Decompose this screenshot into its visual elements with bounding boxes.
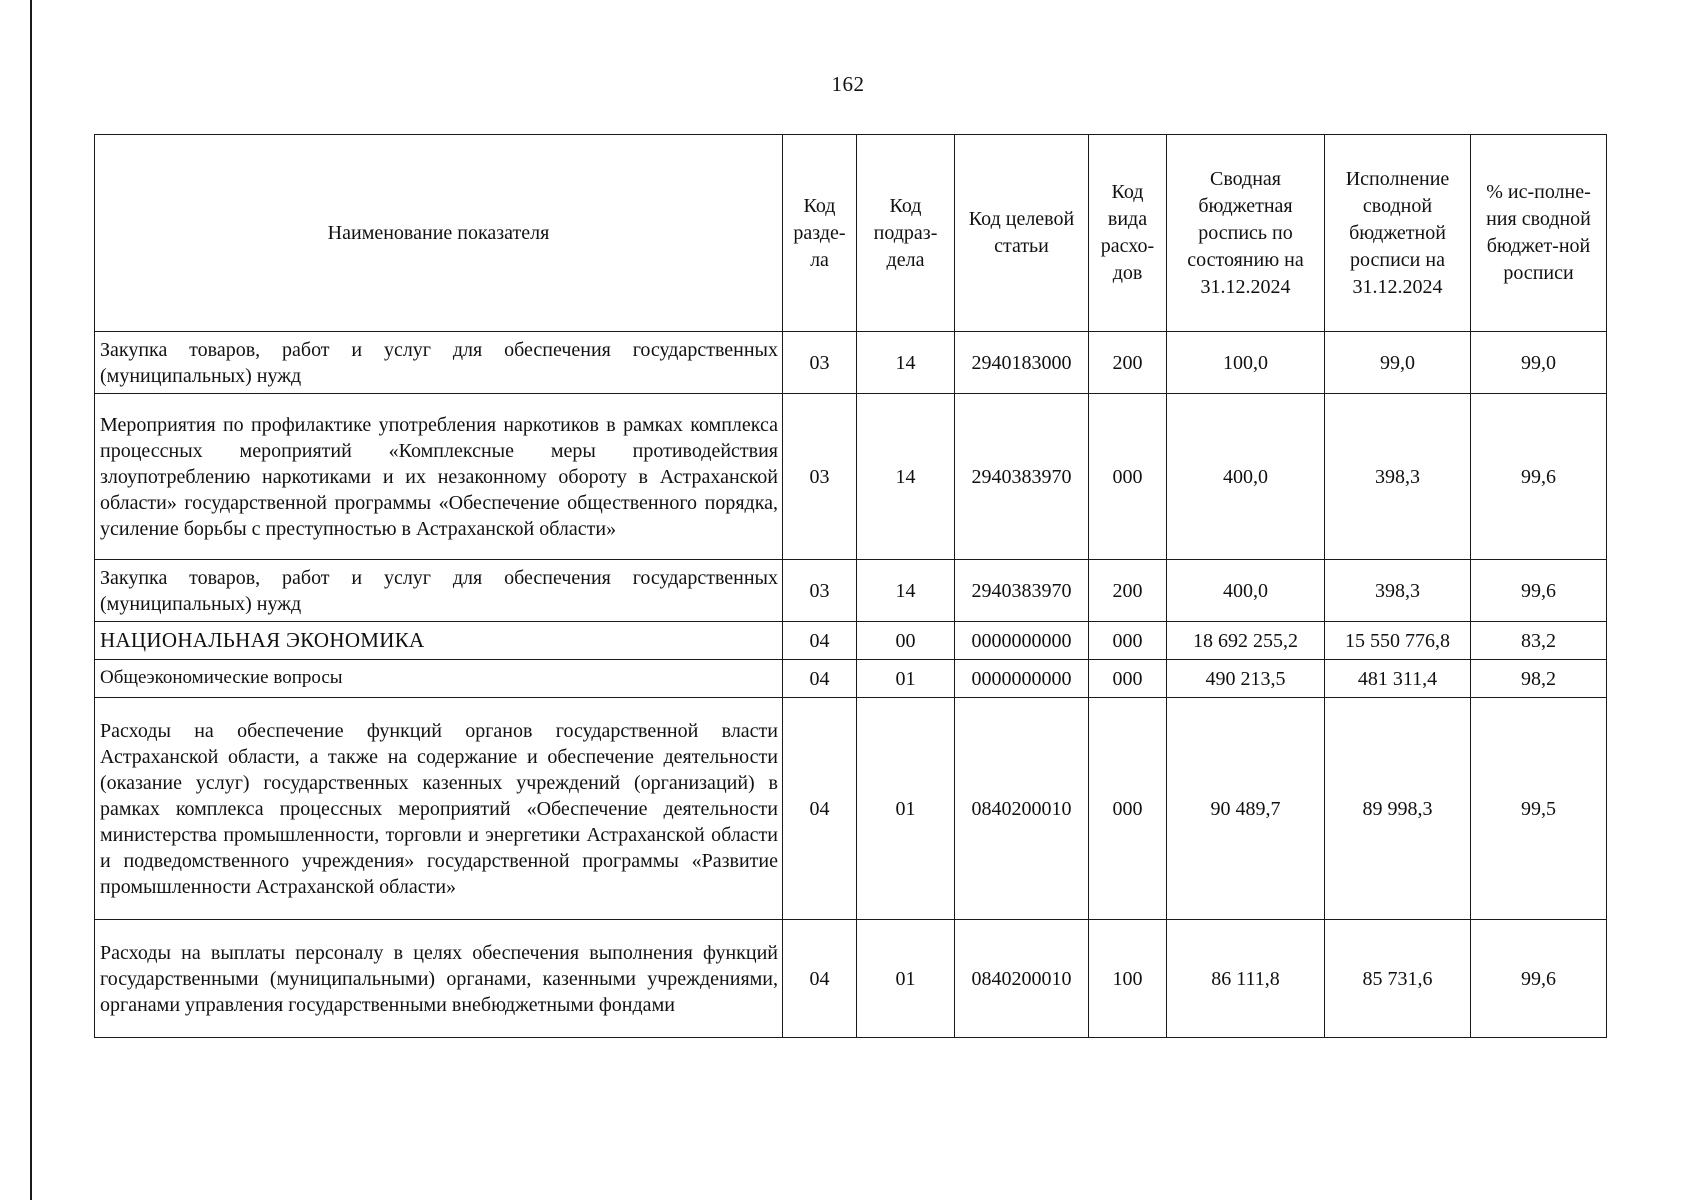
header-executed-budget: Исполнение сводной бюджетной росписи на 31.12.2024 [1325,135,1471,332]
row-target-article-code: 2940383970 [955,394,1089,560]
header-row [95,135,1607,332]
row-indicator-name: Общеэкономические вопросы [95,660,783,698]
row-expense-type-code: 000 [1089,394,1167,560]
row-indicator-name: НАЦИОНАЛЬНАЯ ЭКОНОМИКА [95,622,783,660]
row-execution-percent: 99,5 [1471,698,1607,920]
row-executed-amount: 85 731,6 [1325,920,1471,1038]
header-planned-budget: Сводная бюджетная роспись по состоянию на 31.12.2024 [1167,135,1325,332]
row-section-code: 04 [783,660,857,698]
row-planned-amount: 90 489,7 [1167,698,1325,920]
table-header [95,135,1607,332]
row-section-code: 03 [783,394,857,560]
row-execution-percent: 83,2 [1471,622,1607,660]
row-section-code: 04 [783,622,857,660]
row-execution-percent: 99,6 [1471,920,1607,1038]
header-execution-percent: % ис-полне-ния сводной бюджет-ной росписи [1471,135,1607,332]
row-expense-type-code: 000 [1089,660,1167,698]
row-target-article-code: 0840200010 [955,920,1089,1038]
row-subsection-code: 01 [857,920,955,1038]
row-expense-type-code: 000 [1089,622,1167,660]
row-section-code: 03 [783,560,857,622]
row-executed-amount: 398,3 [1325,560,1471,622]
row-execution-percent: 99,0 [1471,332,1607,394]
row-target-article-code: 2940383970 [955,560,1089,622]
row-target-article-code: 0000000000 [955,660,1089,698]
row-planned-amount: 400,0 [1167,560,1325,622]
row-subsection-code: 01 [857,698,955,920]
row-execution-percent: 99,6 [1471,560,1607,622]
row-planned-amount: 100,0 [1167,332,1325,394]
row-planned-amount: 86 111,8 [1167,920,1325,1038]
row-section-code: 04 [783,920,857,1038]
row-section-code: 03 [783,332,857,394]
row-indicator-name: Закупка товаров, работ и услуг для обеспечения государственных (муниципальных) нужд [95,332,783,394]
header-indicator-name: Наименование показателя [95,135,783,332]
row-subsection-code: 00 [857,622,955,660]
header-target-article-code: Код целевой статьи [955,135,1089,332]
row-subsection-code: 14 [857,332,955,394]
row-expense-type-code: 100 [1089,920,1167,1038]
row-executed-amount: 99,0 [1325,332,1471,394]
row-executed-amount: 481 311,4 [1325,660,1471,698]
row-subsection-code: 01 [857,660,955,698]
row-expense-type-code: 000 [1089,698,1167,920]
row-planned-amount: 490 213,5 [1167,660,1325,698]
row-target-article-code: 0840200010 [955,698,1089,920]
row-indicator-name: Закупка товаров, работ и услуг для обеспечения государственных (муниципальных) нужд [95,560,783,622]
header-subsection-code: Код подраз-дела [857,135,955,332]
row-execution-percent: 99,6 [1471,394,1607,560]
row-executed-amount: 15 550 776,8 [1325,622,1471,660]
table-row [95,394,1607,560]
page-binding-line [30,0,32,1200]
row-execution-percent: 98,2 [1471,660,1607,698]
row-expense-type-code: 200 [1089,560,1167,622]
row-expense-type-code: 200 [1089,332,1167,394]
row-planned-amount: 18 692 255,2 [1167,622,1325,660]
row-executed-amount: 398,3 [1325,394,1471,560]
row-planned-amount: 400,0 [1167,394,1325,560]
page-number: 162 [831,72,865,96]
table-row [95,698,1607,920]
table-row [95,560,1607,622]
header-section-code: Код разде-ла [783,135,857,332]
table-row [95,332,1607,394]
row-subsection-code: 14 [857,394,955,560]
row-indicator-name: Расходы на обеспечение функций органов государственной власти Астраханской области, а также на содержание и обеспечение деятельности (оказание услуг) государственных казенных учреждений (организаций) в рамках комплекса процессных мероприятий «Обеспечение деятельности министерства промышленности, торговли и энергетики Астраханской области и подведомственного учреждения» государственной программы «Развитие промышленности Астраханской области» [95,698,783,920]
row-executed-amount: 89 998,3 [1325,698,1471,920]
table-row [95,622,1607,660]
header-expense-type-code: Код вида расхо-дов [1089,135,1167,332]
table-body [95,332,1607,1038]
table-row [95,920,1607,1038]
budget-execution-table [94,134,1607,1038]
row-subsection-code: 14 [857,560,955,622]
row-indicator-name: Расходы на выплаты персоналу в целях обеспечения выполнения функций государственными (муниципальными) органами, казенными учреждениями, органами управления государственными внебюджетными фондами [95,920,783,1038]
row-indicator-name: Мероприятия по профилактике употребления наркотиков в рамках комплекса процессных мероприятий «Комплексные меры противодействия злоупотреблению наркотиками и их незаконному обороту в Астраханской области» государственной программы «Обеспечение общественного порядка, усиление борьбы с преступностью в Астраханской области» [95,394,783,560]
row-section-code: 04 [783,698,857,920]
row-target-article-code: 2940183000 [955,332,1089,394]
row-target-article-code: 0000000000 [955,622,1089,660]
table-row [95,660,1607,698]
